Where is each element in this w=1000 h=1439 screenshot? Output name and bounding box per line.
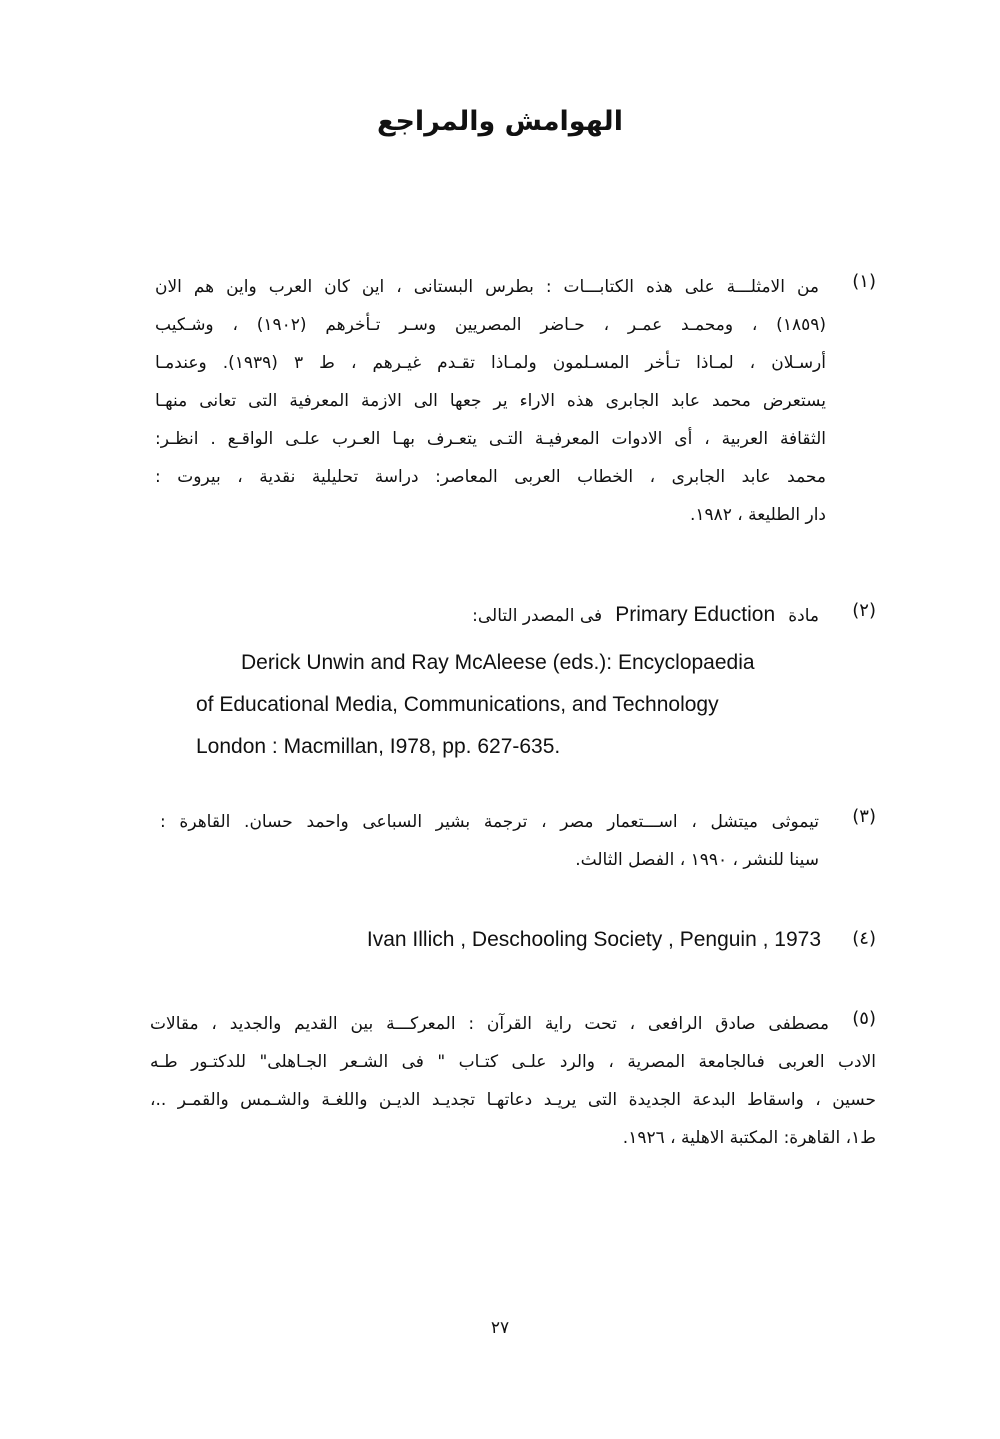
footnote-line: حسين ، واسقاط البدعة الجديدة التى يريـد دعاتهـا تجديـد الديـن واللغـة والشـمس والقمـر ..، <box>150 1090 876 1110</box>
reference-line: Derick Unwin and Ray McAleese (eds.): Encyclopaedia <box>241 651 755 674</box>
footnote-line: سينا للنشر ، ١٩٩٠ ، الفصل الثالث. <box>575 850 819 870</box>
reference-line: London : Macmillan, I978, pp. 627-635. <box>196 735 561 758</box>
footnote-1 <box>155 271 876 534</box>
footnote-number: (٤) <box>852 928 876 949</box>
footnote-line: ط١، القاهرة: المكتبة الاهلية ، ١٩٢٦. <box>622 1128 876 1148</box>
footnote-number: (٥) <box>852 1008 876 1029</box>
reference-line: of Educational Media, Communications, and Technology <box>196 693 719 716</box>
footnote-2 <box>190 600 876 631</box>
footnote-2-reference <box>196 642 836 768</box>
footnote-line: يستعرض محمد عابد الجابرى هذه الاراء ير جعها الى الازمة المعرفية التى تعانى منهـا <box>155 391 826 411</box>
footnote-line: (١٨٥٩) ، ومحمـد عمـر ، حـاضر المصريين وسـر تـأخرهم (١٩٠٢) ، وشـكيب <box>155 315 826 335</box>
footnote-lead-arabic: فى المصدر التالى: <box>472 606 603 626</box>
footnote-number: (١) <box>852 271 876 292</box>
footnote-line: أرسـلان ، لمـاذا تـأخر المسـلمون ولمـاذا تقـدم غيـرهم ، ط ٣ (١٩٣٩). وعندمـا <box>155 353 826 373</box>
footnote-number: (٣) <box>852 806 876 827</box>
footnote-line: دار الطليعة ، ١٩٨٢. <box>689 505 826 525</box>
footnote-5 <box>150 1008 876 1157</box>
footnote-line: مصطفى صادق الرافعى ، تحت راية القرآن : المعركـــة بين القديم والجديد ، مقالات <box>150 1014 829 1034</box>
footnote-lead-arabic: مادة <box>788 606 819 626</box>
footnote-text-english: Ivan Illich , Deschooling Society , Penguin , 1973 <box>366 928 821 951</box>
footnote-3 <box>160 806 876 879</box>
footnote-line: تيموثى ميتشل ، اســـتعمار مصر ، ترجمة بشير السباعى واحمد حسان. القاهرة : <box>160 812 819 832</box>
footnote-line: من الامثلـــة على هذه الكتابـــات : بطرس البستانى ، اين كان العرب واين هم الان <box>155 277 819 297</box>
page-title: الهوامش والمراجع <box>377 106 623 137</box>
footnote-line: الثقافة العربية ، أى الادوات المعرفيـة التـى يتعـرف بهـا العـرب علـى الواقـع . انظـر: <box>155 429 826 449</box>
footnote-lead-english: Primary Eduction <box>615 603 776 626</box>
footnote-number: (٢) <box>852 600 876 621</box>
footnote-line: محمد عابد الجابرى ، الخطاب العربى المعاصر: دراسة تحليلية نقدية ، بيروت : <box>155 467 826 487</box>
footnote-line: الادب العربى فىالجامعة المصرية ، والرد علـى كتـاب " فى الشـعر الجـاهلى" للدكتـور طـه <box>150 1052 876 1072</box>
footnote-4 <box>300 928 876 952</box>
page-number: ٢٧ <box>490 1318 510 1338</box>
